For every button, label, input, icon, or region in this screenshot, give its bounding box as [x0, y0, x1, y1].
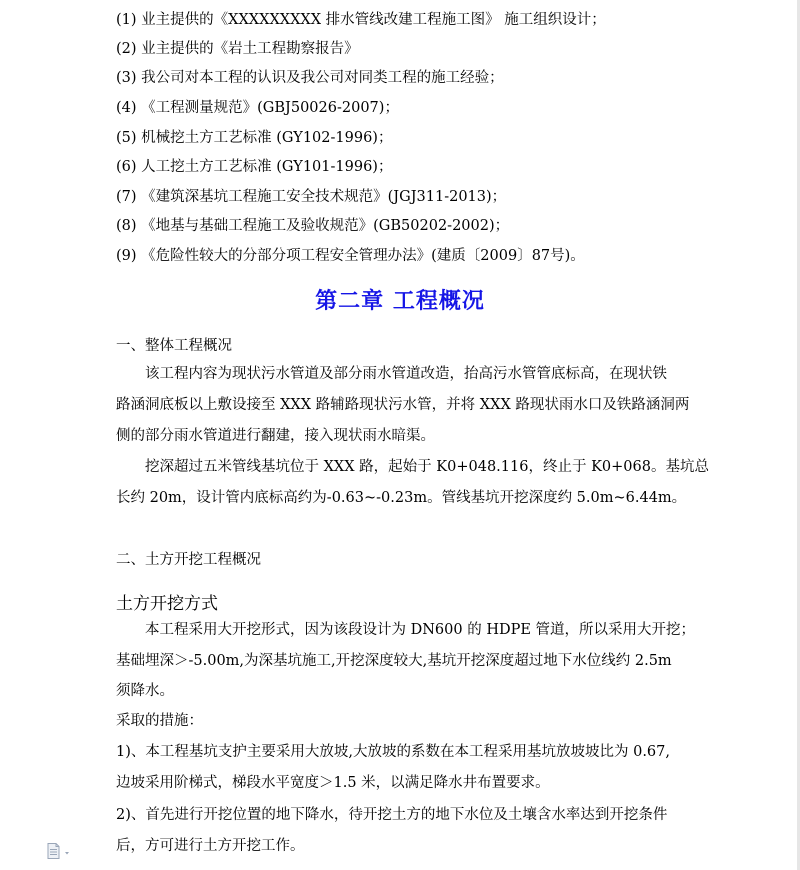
measure-1-line-2: 边坡采用阶梯式，梯段水平宽度＞1.5 米，以满足降水井布置要求。: [116, 775, 550, 791]
section-1-paragraph-2-line-1: 挖深超过五米管线基坑位于 XXX 路，起始于 K0+048.116，终止于 K0+068。基坑总: [116, 459, 709, 475]
section-1-paragraph-1-line-3: 侧的部分雨水管道进行翻建，接入现状雨水暗渠。: [116, 428, 435, 444]
reference-item-4: (4) 《工程测量规范》(GBJ50026-2007)；: [116, 100, 399, 116]
reference-item-1: (1) 业主提供的《XXXXXXXXX 排水管线改建工程施工图》 施工组织设计；: [116, 12, 606, 28]
section-2-subtitle: 土方开挖方式: [116, 594, 218, 614]
reference-item-5: (5) 机械挖土方工艺标准 (GY102-1996)；: [116, 130, 393, 146]
dropdown-caret-icon: [65, 852, 69, 855]
section-2-title: 二、土方开挖工程概况: [116, 552, 261, 568]
section-1-paragraph-2-line-2: 长约 20m，设计管内底标高约为-0.63~-0.23m。管线基坑开挖深度约 5.0m~6.44m。: [116, 490, 687, 506]
measures-label: 采取的措施：: [116, 713, 203, 729]
reference-item-2: (2) 业主提供的《岩土工程勘察报告》: [116, 41, 359, 57]
section-1-paragraph-1-line-1: 该工程内容为现状污水管道及部分雨水管道改造，抬高污水管管底标高，在现状铁: [116, 366, 667, 382]
reference-item-7: (7) 《建筑深基坑工程施工安全技术规范》(JGJ311-2013)；: [116, 189, 507, 205]
chapter-title: 第二章 工程概况: [315, 289, 485, 314]
measure-1-line-1: 1)、本工程基坑支护主要采用大放坡,大放坡的系数在本工程采用基坑放坡坡比为 0.67,: [116, 744, 670, 760]
section-1-paragraph-1-line-2: 路涵洞底板以上敷设接至 XXX 路辅路现状污水管，并将 XXX 路现状雨水口及铁路涵洞两: [116, 397, 690, 413]
reference-item-9: (9) 《危险性较大的分部分项工程安全管理办法》(建质〔2009〕87号)。: [116, 248, 585, 264]
document-menu[interactable]: [47, 843, 73, 859]
section-2-paragraph-line-3: 须降水。: [116, 683, 174, 699]
measure-2-line-2: 后，方可进行土方开挖工作。: [116, 838, 305, 854]
measure-2-line-1: 2)、首先进行开挖位置的地下降水，待开挖土方的地下水位及土壤含水率达到开挖条件: [116, 807, 668, 823]
section-2-paragraph-line-2: 基础埋深＞-5.00m,为深基坑施工,开挖深度较大,基坑开挖深度超过地下水位线约 2.5m: [116, 653, 672, 669]
section-2-paragraph-line-1: 本工程采用大开挖形式，因为该段设计为 DN600 的 HDPE 管道，所以采用大开挖；: [116, 622, 696, 638]
reference-item-6: (6) 人工挖土方工艺标准 (GY101-1996)；: [116, 159, 393, 175]
section-1-title: 一、整体工程概况: [116, 338, 232, 354]
reference-item-3: (3) 我公司对本工程的认识及我公司对同类工程的施工经验；: [116, 70, 504, 86]
document-icon: [47, 843, 73, 859]
reference-item-8: (8) 《地基与基础工程施工及验收规范》(GB50202-2002)；: [116, 218, 510, 234]
